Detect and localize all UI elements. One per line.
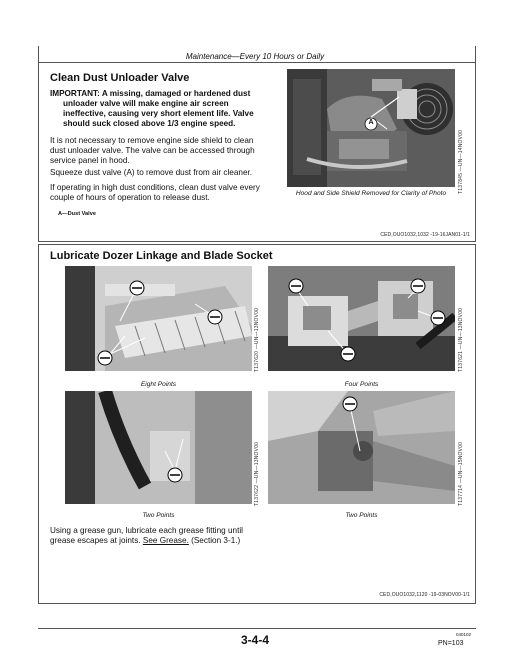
footer-small-code: 040102 bbox=[456, 632, 472, 637]
important-text-3: ineffective, causing very short element life. Valve bbox=[63, 109, 254, 118]
para3-line2: couple of hours of operation to release dust. bbox=[50, 193, 210, 202]
paragraph-high-dust bbox=[50, 183, 282, 203]
photo2-1-code: T137620 —UN—13NOV00 bbox=[254, 307, 260, 372]
important-note bbox=[50, 89, 280, 129]
callout-a: A bbox=[368, 119, 374, 126]
instr-line2-start: grease escapes at joints. bbox=[50, 536, 143, 545]
engine-photo-drawing bbox=[287, 69, 455, 187]
instr-line2-end: (Section 3-1.) bbox=[188, 536, 241, 545]
photo2-2-code: T137621 —UN—13NOV00 bbox=[458, 307, 464, 372]
page-header-title: Maintenance—Every 10 Hours or Daily bbox=[185, 52, 325, 61]
important-text-1: A missing, damaged or hardened dust bbox=[101, 89, 251, 98]
page-number: 3-4-4 bbox=[240, 633, 269, 647]
photo1-caption: Hood and Side Shield Removed for Clarity of Photo bbox=[295, 190, 447, 197]
section-title-dozer: Lubricate Dozer Linkage and Blade Socket bbox=[50, 250, 273, 262]
important-text-4: should suck closed above 1/3 engine speed. bbox=[63, 119, 236, 128]
photo-dozer-linkage bbox=[65, 266, 252, 371]
photo1-code: T137845 —UN—14NOV00 bbox=[458, 129, 464, 194]
photo2-4-caption: Two Points bbox=[345, 512, 378, 519]
legend-dust-valve: A—Dust Valve bbox=[58, 211, 96, 217]
photo-blade-socket bbox=[268, 391, 455, 504]
instr-line2 bbox=[50, 536, 350, 546]
footer-rule bbox=[38, 628, 476, 629]
paragraph-squeeze: Squeeze dust valve (A) to remove dust from air cleaner. bbox=[50, 168, 253, 177]
para3-line1: If operating in high dust conditions, clean dust valve every bbox=[50, 183, 260, 192]
para1-line2: dust unloader valve. The valve can be accessed through bbox=[50, 146, 255, 155]
photo-blade-socket-drawing bbox=[268, 391, 455, 504]
photo2-3-caption: Two Points bbox=[142, 512, 175, 519]
photo-linkage-side bbox=[65, 391, 252, 504]
grease-instructions bbox=[50, 526, 350, 546]
header-rule bbox=[38, 62, 476, 63]
important-lead: IMPORTANT: bbox=[50, 89, 100, 98]
section2-footer-code: CED,OUO1032,1120 -19-03NOV00-1/1 bbox=[379, 592, 470, 598]
important-text-2: unloader valve will make engine air screen bbox=[63, 99, 229, 108]
see-grease-link[interactable]: See Grease. bbox=[142, 536, 189, 545]
photo-dozer-linkage-drawing bbox=[65, 266, 252, 371]
paragraph-access bbox=[50, 136, 282, 166]
instr-line1: Using a grease gun, lubricate each grease fitting until bbox=[50, 526, 243, 535]
pn-label: PN=103 bbox=[438, 640, 464, 647]
section-title-dust-valve: Clean Dust Unloader Valve bbox=[50, 72, 190, 84]
photo-linkage-side-drawing bbox=[65, 391, 252, 504]
para1-line3: service panel in hood. bbox=[50, 156, 130, 165]
photo-cylinder-mounts-drawing bbox=[268, 266, 455, 371]
photo2-3-code: T137622 —UN—13NOV00 bbox=[254, 441, 260, 506]
section1-footer-code: CED,OUO1032,1032 -19-16JAN01-1/1 bbox=[380, 232, 470, 238]
para1-line1: It is not necessary to remove engine side shield to clean bbox=[50, 136, 254, 145]
photo2-2-caption: Four Points bbox=[344, 381, 379, 388]
photo-cylinder-mounts bbox=[268, 266, 455, 371]
photo2-4-code: T137714 —UN—15NOV00 bbox=[458, 441, 464, 506]
photo2-1-caption: Eight Points bbox=[140, 381, 177, 388]
engine-photo bbox=[287, 69, 455, 187]
